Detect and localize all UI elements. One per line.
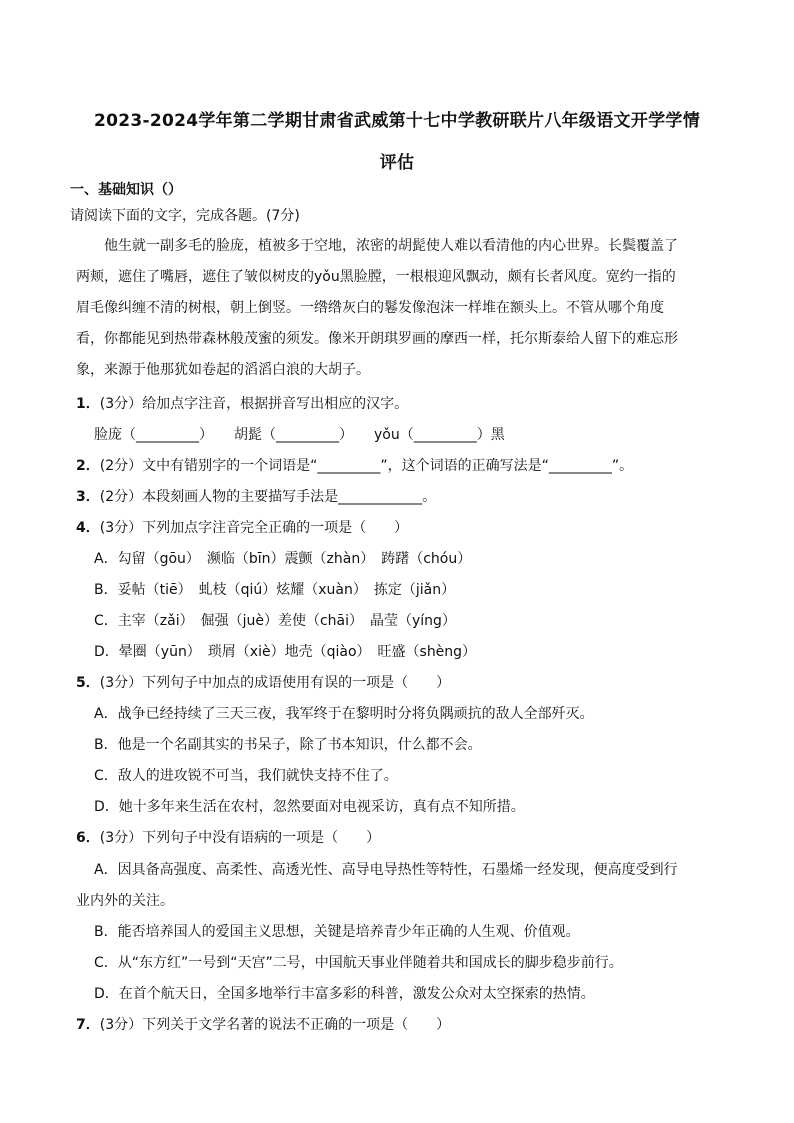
question-2	[76, 456, 633, 476]
question-1-items: 脸庞（_________） 胡髭（_________） yǒu（_________）黑	[94, 427, 505, 443]
passage-line: 两颊，遮住了嘴唇，遮住了皱似树皮的yǒu黑脸膛，一根根迎风飘动，颇有长者风度。宽约一指的	[76, 269, 676, 285]
question-5	[76, 673, 450, 693]
question-number: 5．	[76, 675, 100, 691]
question-text: (3分）下列句子中加点的成语使用有误的一项是（ ）	[99, 675, 451, 691]
passage-line: 他生就一副多毛的脸庞，植被多于空地，浓密的胡髭使人难以看清他的内心世界。长鬓覆盖了	[104, 238, 678, 254]
question-text: (2分）文中有错别字的一个词语是“_________”，这个词语的正确写法是“_________”。	[99, 458, 634, 474]
question-7	[76, 1015, 450, 1035]
option-c: C．敌人的进攻锐不可当，我们就快支持不住了。	[94, 768, 398, 784]
question-1	[76, 394, 408, 414]
question-4	[76, 518, 408, 538]
option-c: C．从“东方红”一号到“天宫”二号，中国航天事业伴随着共和国成长的脚步稳步前行。	[94, 955, 623, 971]
question-6	[76, 828, 380, 848]
option-a: A．因具备高强度、高柔性、高透光性、高导电导热性等特性，石墨烯一经发现，便高度受到行	[94, 862, 678, 878]
document-title-line2: 评估	[379, 153, 415, 173]
option-a: A．战争已经持续了三天三夜，我军终于在黎明时分将负隅顽抗的敌人全部歼灭。	[94, 706, 594, 722]
option-a-continued: 业内外的关注。	[76, 893, 174, 909]
option-d: D．在首个航天日，全国多地举行丰富多彩的科普，激发公众对太空探索的热情。	[94, 986, 595, 1002]
question-number: 3．	[76, 489, 100, 505]
option-b: B．他是一个名副其实的书呆子，除了书本知识，什么都不会。	[94, 737, 482, 753]
question-number: 4．	[76, 520, 100, 536]
option-d: D．她十多年来生活在农村，忽然要面对电视采访，真有点不知所措。	[94, 799, 525, 815]
question-number: 7．	[76, 1017, 100, 1033]
question-number: 2．	[76, 458, 100, 474]
question-text: (3分）下列加点字注音完全正确的一项是（ ）	[99, 520, 409, 536]
option-a: A．勾留（gōu） 濒临（bīn）震颤（zhàn） 踌躇（chóu）	[94, 551, 472, 567]
option-b: B．能否培养国人的爱国主义思想，关键是培养青少年正确的人生观、价值观。	[94, 924, 580, 940]
question-text: (3分）下列关于文学名著的说法不正确的一项是（ ）	[99, 1017, 451, 1033]
question-text: (2分）本段刻画人物的主要描写手法是____________。	[99, 489, 437, 505]
question-number: 6．	[76, 830, 100, 846]
passage-line: 看，你都能见到热带森林般茂蜜的须发。像米开朗琪罗画的摩西一样，托尔斯泰给人留下的难忘形	[76, 331, 678, 347]
instruction-text: 请阅读下面的文字，完成各题。(7分)	[70, 208, 300, 224]
question-number: 1．	[76, 396, 100, 412]
section-heading: 一、基础知识（）	[70, 182, 182, 198]
option-c: C．主宰（zǎi） 倔强（juè）差使（chāi） 晶莹（yíng）	[94, 613, 456, 629]
passage-line: 眉毛像纠缠不清的树根，朝上倒竖。一绺绺灰白的鬈发像泡沫一样堆在额头上。不管从哪个角度	[76, 300, 664, 316]
document-title-line1: 2023-2024学年第二学期甘肃省武威第十七中学教研联片八年级语文开学学情	[93, 111, 701, 131]
option-b: B．妥帖（tiē） 虬枝（qiú）炫耀（xuàn） 拣定（jiǎn）	[94, 582, 456, 598]
passage-line: 象，来源于他那犹如卷起的滔滔白浪的大胡子。	[76, 362, 370, 378]
question-text: (3分）给加点字注音，根据拼音写出相应的汉字。	[99, 396, 409, 412]
option-d: D．晕圈（yūn） 琐屑（xiè）地壳（qiào） 旺盛（shèng）	[94, 644, 477, 660]
question-3	[76, 487, 436, 507]
question-text: (3分）下列句子中没有语病的一项是（ ）	[99, 830, 381, 846]
